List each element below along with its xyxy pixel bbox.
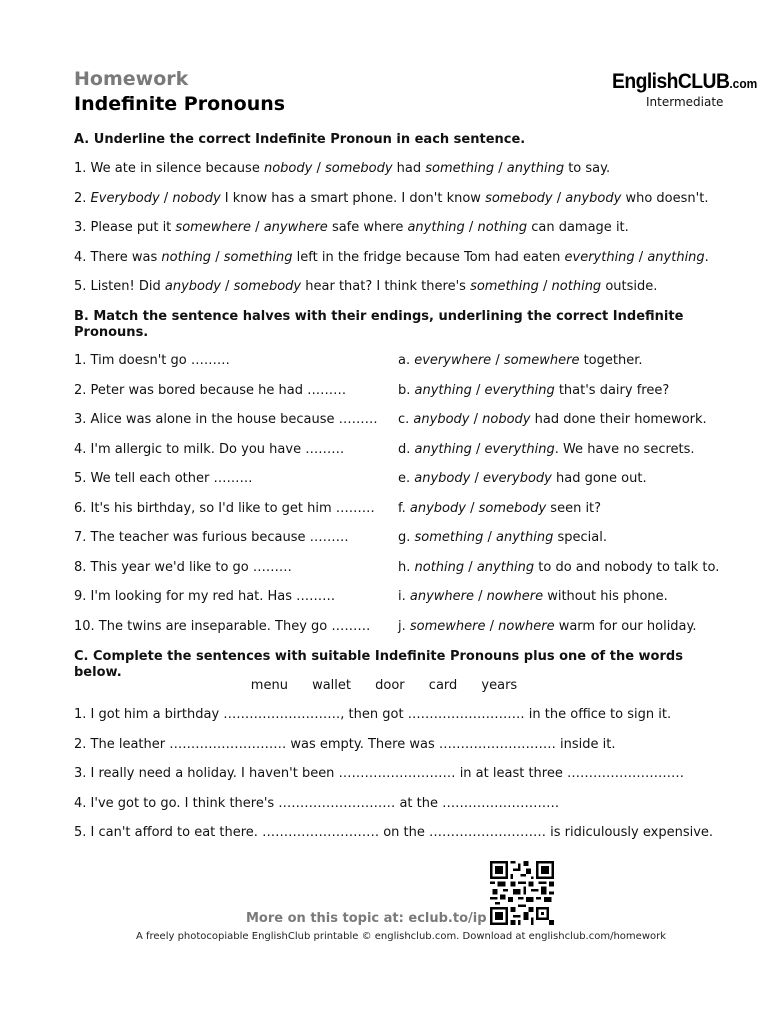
section-a-item [74,191,734,207]
pronoun-option: everywhere [414,353,492,368]
word-bank-item: card [428,678,458,693]
word-bank-item: wallet [312,678,351,693]
section-b-right-item [398,353,643,369]
sentence-text: to say. [564,161,611,176]
sentence-text: / [474,589,487,604]
sentence-text: / [485,619,499,634]
sentence-text: had gone out. [551,471,647,486]
pronoun-option: anything [647,250,705,265]
sentence-text: j. [398,619,410,634]
sentence-text: / [464,220,478,235]
sentence-text: special. [553,530,607,545]
pronoun-option: nowhere [486,589,544,604]
pronoun-option: somebody [324,161,393,176]
section-c-item: 1. I got him a birthday ………………………, then got ……………………… in the office to sign it. [74,707,672,722]
sentence-text: 5. Listen! Did [74,279,165,294]
section-b-left-item: 4. I'm allergic to milk. Do you have ……… [74,442,345,457]
pronoun-option: something [223,250,293,265]
pronoun-option: anything [407,220,465,235]
sentence-text: outside. [601,279,658,294]
pronoun-option: anybody [565,191,622,206]
sentence-text: / [471,442,485,457]
sentence-text: / [469,412,483,427]
pronoun-option: nobody [172,191,221,206]
pronoun-option: nobody [263,161,313,176]
pronoun-option: everything [564,250,635,265]
level-label: Intermediate [646,95,724,109]
englishclub-logo [612,70,758,94]
pronoun-option: anything [496,530,554,545]
pronoun-option: something [425,161,495,176]
section-a-item [74,279,734,295]
sentence-text: / [491,353,504,368]
section-a-item [74,250,734,266]
sentence-text: without his phone. [543,589,668,604]
brand-wordmark [612,70,758,94]
sentence-text: f. [398,501,410,516]
sentence-text: / [251,220,264,235]
pronoun-option: something [414,530,484,545]
sentence-text: had done their homework. [530,412,707,427]
sentence-text: / [470,471,483,486]
section-b-right-item [398,442,695,458]
pronoun-option: somebody [478,501,547,516]
section-c-item: 2. The leather ……………………… was empty. There was ……………………… inside it. [74,737,616,752]
brand-suffix: .com [729,76,758,91]
section-b-left-item: 2. Peter was bored because he had ……… [74,383,347,398]
sentence-text: e. [398,471,415,486]
section-b-left-item: 3. Alice was alone in the house because ……… [74,412,378,427]
section-b-right-item [398,589,668,605]
section-b-right-item [398,530,607,546]
pronoun-option: nothing [414,560,465,575]
section-a-item [74,161,734,177]
sentence-text: / [220,279,234,294]
sentence-text: I know has a smart phone. I don't know [220,191,486,206]
pronoun-option: everybody [482,471,552,486]
pronoun-option: somewhere [503,353,580,368]
sentence-text: a. [398,353,415,368]
word-bank-item: menu [250,678,288,693]
sentence-text: h. [398,560,415,575]
sentence-text: seen it? [546,501,602,516]
section-b-right-item [398,412,707,428]
sentence-text: warm for our holiday. [554,619,697,634]
pronoun-option: nothing [161,250,212,265]
sentence-text: 1. We ate in silence because [74,161,264,176]
pronoun-option: something [470,279,539,294]
sentence-text: / [464,560,477,575]
pronoun-option: anywhere [409,589,475,604]
sentence-text: / [538,279,552,294]
sentence-text: 2. [74,191,91,206]
section-b-left-item: 6. It's his birthday, so I'd like to get him ……… [74,501,375,516]
sentence-text: / [494,161,507,176]
pronoun-option: anybody [413,412,470,427]
section-b-left-item: 8. This year we'd like to go ……… [74,560,292,575]
sentence-text: safe where [327,220,408,235]
pronoun-option: somewhere [409,619,486,634]
sentence-text: / [471,383,485,398]
sentence-text: d. [398,442,415,457]
more-link-text: More on this topic at: eclub.to/ip [246,911,487,926]
sentence-text: / [211,250,224,265]
sentence-text: / [634,250,648,265]
section-b-left-item: 1. Tim doesn't go ……… [74,353,230,368]
sentence-text: to do and nobody to talk to. [534,560,720,575]
sentence-text: . [704,250,709,265]
pronoun-option: anything [476,560,535,575]
word-bank [0,678,768,693]
pronoun-option: nobody [482,412,531,427]
pronoun-option: everything [484,383,555,398]
section-b-right-item [398,471,647,487]
section-b-right-item [398,560,719,576]
sentence-text: g. [398,530,415,545]
section-b-left-item: 9. I'm looking for my red hat. Has ……… [74,589,336,604]
sentence-text: can damage it. [527,220,629,235]
sentence-text: / [465,501,479,516]
footer-credit: A freely photocopiable EnglishClub printable © englishclub.com. Download at englishclub.com/homework [135,931,667,942]
section-c-item: 5. I can't afford to eat there. ……………………… on the ……………………… is ridiculously expensive. [74,825,714,840]
section-a-item [74,220,734,236]
sentence-text: . We have no secrets. [554,442,695,457]
section-b-left-item: 7. The teacher was furious because ……… [74,530,349,545]
section-c-item: 3. I really need a holiday. I haven't been ……………………… in at least three ……………………… [74,766,684,781]
sentence-text: had [392,161,426,176]
section-b-left-item: 5. We tell each other ……… [74,471,253,486]
sentence-text: 3. Please put it [74,220,176,235]
section-b-left-item: 10. The twins are inseparable. They go ……… [74,619,371,634]
sentence-text: / [483,530,497,545]
brand-main: EnglishCLUB [612,70,730,93]
header-kicker: Homework [74,68,189,90]
pronoun-option: anywhere [263,220,328,235]
sentence-text: b. [398,383,415,398]
pronoun-option: Everybody [90,191,160,206]
pronoun-option: anything [414,442,472,457]
page-title: Indefinite Pronouns [74,93,286,115]
pronoun-option: nothing [477,220,528,235]
pronoun-option: somebody [485,191,553,206]
word-bank-item: door [375,678,405,693]
pronoun-option: everything [484,442,555,457]
sentence-text: / [159,191,173,206]
pronoun-option: nothing [551,279,602,294]
sentence-text: left in the fridge because Tom had eaten [292,250,565,265]
section-b-instruction: B. Match the sentence halves with their endings, underlining the correct Indefinite Pronouns. [74,309,684,340]
section-b-right-item [398,383,669,399]
pronoun-option: anybody [409,501,466,516]
pronoun-option: somebody [233,279,302,294]
sentence-text: c. [398,412,414,427]
section-c-item: 4. I've got to go. I think there's ……………………… at the ……………………… [74,796,560,811]
word-bank-item: years [481,678,518,693]
pronoun-option: anybody [414,471,471,486]
section-b-right-item [398,619,697,635]
pronoun-option: somewhere [175,220,252,235]
sentence-text: / [312,161,325,176]
sentence-text: who doesn't. [621,191,709,206]
section-b-right-item [398,501,601,517]
pronoun-option: nowhere [498,619,555,634]
sentence-text: hear that? I think there's [301,279,471,294]
qr-code-icon [490,861,554,925]
sentence-text: 4. There was [74,250,162,265]
section-a-instruction: A. Underline the correct Indefinite Pronoun in each sentence. [74,132,526,147]
sentence-text: that's dairy free? [554,383,670,398]
section-c-instruction: C. Complete the sentences with suitable Indefinite Pronouns plus one of the words below. [74,649,683,680]
sentence-text: together. [579,353,643,368]
pronoun-option: anybody [164,279,221,294]
sentence-text: / [552,191,566,206]
sentence-text: i. [398,589,410,604]
pronoun-option: anything [414,383,472,398]
pronoun-option: anything [506,161,565,176]
